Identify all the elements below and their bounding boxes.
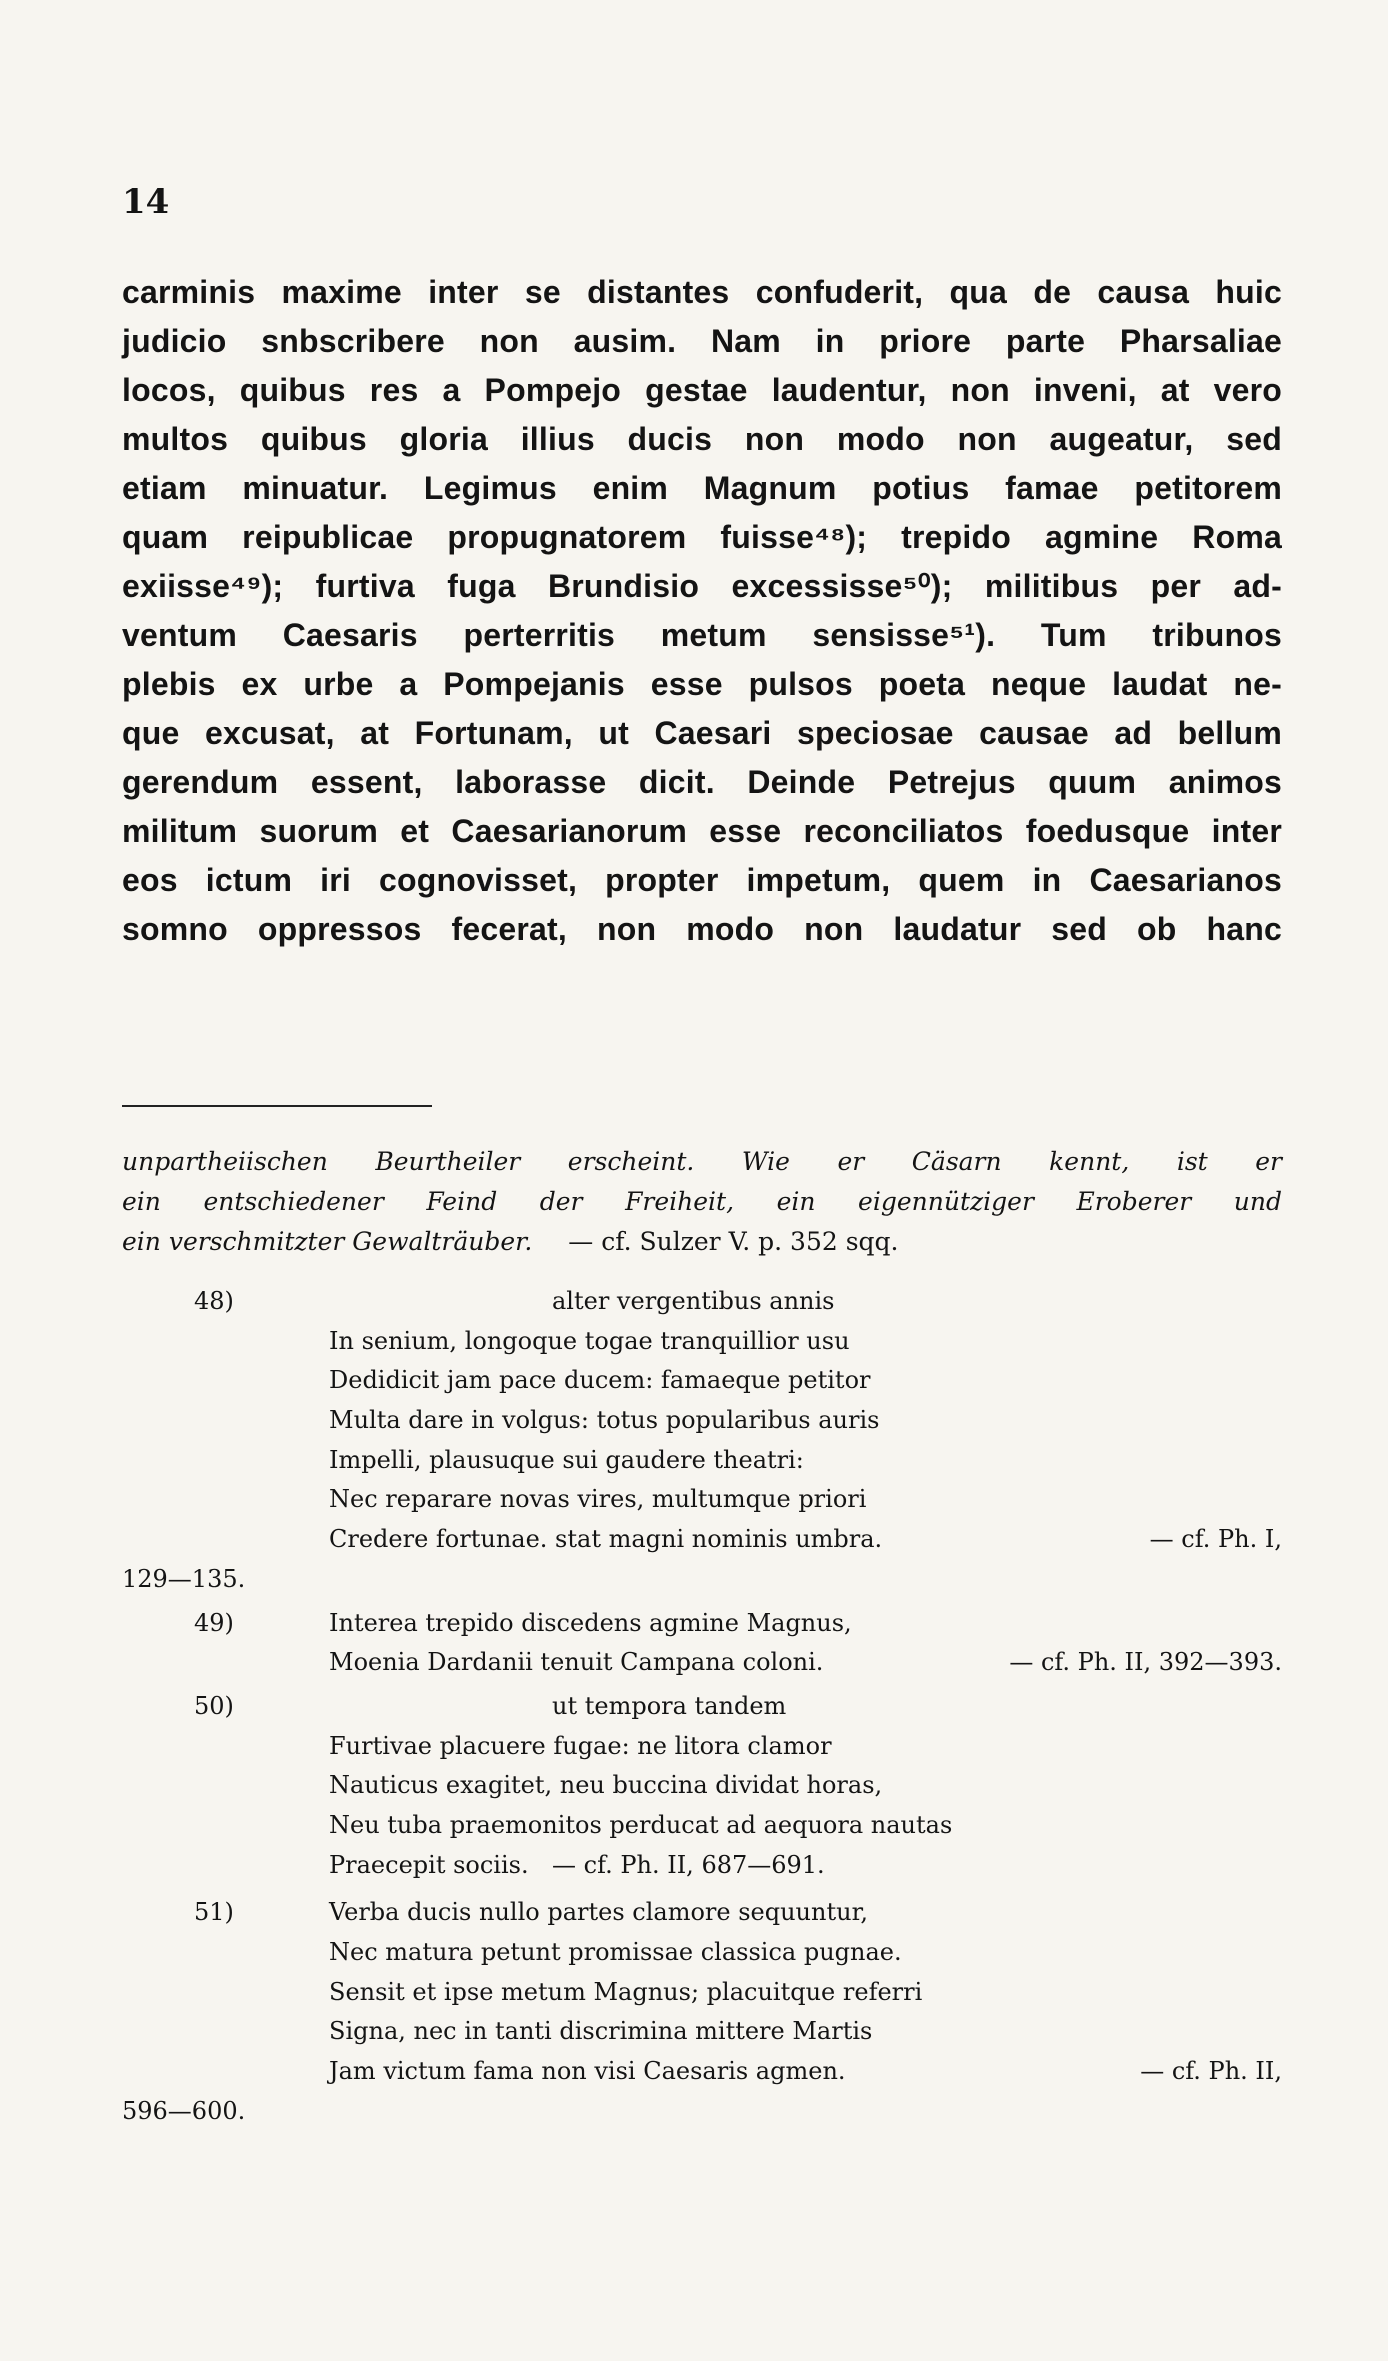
text-line: ventum Caesaris perterritis metum sensisse⁵¹). Tum tribunos bbox=[122, 617, 1282, 653]
verse-line: Praecepit sociis. bbox=[329, 1850, 529, 1879]
verse-line: Neu tuba praemonitos perducat ad aequora nautas bbox=[329, 1810, 953, 1839]
citation: — cf. Ph. II, bbox=[1140, 2057, 1282, 2086]
verse-line: Impelli, plausuque sui gaudere theatri: bbox=[329, 1445, 804, 1474]
main-text bbox=[122, 268, 1282, 954]
text-line: etiam minuatur. Legimus enim Magnum potius famae petitorem bbox=[122, 470, 1282, 506]
footnote-continuation bbox=[122, 1142, 1282, 1262]
footnote-number: 48) bbox=[194, 1287, 234, 1315]
page-number: 14 bbox=[122, 182, 170, 222]
text-line: plebis ex urbe a Pompejanis esse pulsos poeta neque laudat ne- bbox=[122, 666, 1282, 702]
citation-continued: 596—600. bbox=[122, 2096, 246, 2125]
text-line: militum suorum et Caesarianorum esse reconciliatos foedusque inter bbox=[122, 813, 1282, 849]
footnote-line bbox=[122, 1222, 1282, 1262]
footnote-line: unpartheiischen Beurtheiler erscheint. Wie er Cäsarn kennt, ist er bbox=[122, 1147, 1282, 1176]
verse-line: Nauticus exagitet, neu buccina dividat horas, bbox=[329, 1771, 883, 1800]
verse-line: ut tempora tandem bbox=[552, 1691, 787, 1720]
text-line: que excusat, at Fortunam, ut Caesari speciosae causae ad bellum bbox=[122, 715, 1282, 751]
footnote-number: 50) bbox=[194, 1691, 234, 1720]
verse-line: Nec reparare novas vires, multumque priori bbox=[329, 1485, 867, 1514]
verse-line: Moenia Dardanii tenuit Campana coloni. bbox=[329, 1648, 824, 1677]
verse-line: In senium, longoque togae tranquillior usu bbox=[329, 1326, 850, 1355]
verse-line: Furtivae placuere fugae: ne litora clamor bbox=[329, 1731, 832, 1760]
verse-line: Credere fortunae. stat magni nominis umbra. bbox=[329, 1525, 883, 1554]
text-line: quam reipublicae propugnatorem fuisse⁴⁸); trepido agmine Roma bbox=[122, 519, 1282, 555]
quote-48-head bbox=[122, 1282, 1282, 1322]
citation: — cf. Ph. I, bbox=[1149, 1525, 1282, 1554]
footnote-number: 49) bbox=[194, 1608, 234, 1637]
verse-line: Sensit et ipse metum Magnus; placuitque referri bbox=[329, 1977, 923, 2006]
footnote-italic: ein verschmitzter Gewalträuber. bbox=[122, 1227, 533, 1256]
footnote-rule bbox=[122, 1105, 432, 1107]
footnote-quotes bbox=[122, 1282, 1282, 2131]
verse-line: Dedidicit jam pace ducem: famaeque petitor bbox=[329, 1366, 871, 1395]
footnote-reference: — cf. Sulzer V. p. 352 sqq. bbox=[568, 1227, 899, 1256]
text-line: locos, quibus res a Pompejo gestae laudentur, non inveni, at vero bbox=[122, 372, 1282, 408]
citation-continued: 129—135. bbox=[122, 1564, 246, 1593]
verse-line: Jam victum fama non visi Caesaris agmen. bbox=[329, 2057, 846, 2086]
footnote-line: ein entschiedener Feind der Freiheit, ein eigennütziger Eroberer und bbox=[122, 1187, 1282, 1216]
verse-line: Verba ducis nullo partes clamore sequuntur, bbox=[329, 1898, 869, 1927]
verse-line: alter vergentibus annis bbox=[552, 1287, 835, 1315]
text-line: exiisse⁴⁹); furtiva fuga Brundisio excessisse⁵⁰); militibus per ad- bbox=[122, 568, 1282, 604]
verse-line: Interea trepido discedens agmine Magnus, bbox=[329, 1608, 852, 1637]
verse-line: Multa dare in volgus: totus popularibus auris bbox=[329, 1406, 880, 1435]
text-line: judicio snbscribere non ausim. Nam in priore parte Pharsaliae bbox=[122, 323, 1282, 359]
footnote-number: 51) bbox=[194, 1898, 234, 1927]
verse-line: Nec matura petunt promissae classica pugnae. bbox=[329, 1938, 902, 1966]
verse-line: Signa, nec in tanti discrimina mittere Martis bbox=[329, 2017, 873, 2046]
citation: — cf. Ph. II, 392—393. bbox=[1009, 1648, 1282, 1677]
text-line: eos ictum iri cognovisset, propter impetum, quem in Caesarianos bbox=[122, 862, 1282, 898]
citation: — cf. Ph. II, 687—691. bbox=[552, 1850, 825, 1879]
text-line: carminis maxime inter se distantes confuderit, qua de causa huic bbox=[122, 274, 1282, 310]
text-line: gerendum essent, laborasse dicit. Deinde Petrejus quum animos bbox=[122, 764, 1282, 800]
text-line: multos quibus gloria illius ducis non modo non augeatur, sed bbox=[122, 421, 1282, 457]
text-line: somno oppressos fecerat, non modo non laudatur sed ob hanc bbox=[122, 911, 1282, 947]
